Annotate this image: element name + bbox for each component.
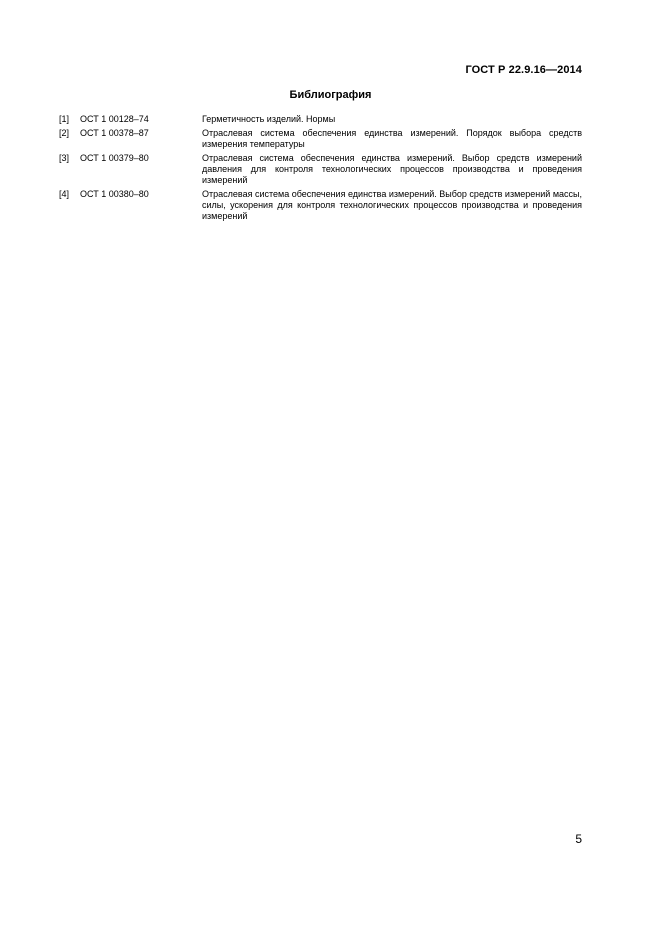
bibliography-title: Библиография [289, 89, 372, 101]
page-number: 5 [575, 832, 582, 846]
entry-description: Отраслевая система обеспечения единства измерений. Порядок выбора средств измерения температуры [202, 128, 582, 149]
entry-number: [2] [59, 128, 70, 138]
document-code: ГОСТ Р 22.9.16—2014 [465, 64, 582, 76]
entry-number: [3] [59, 153, 70, 163]
entry-number: [1] [59, 114, 70, 124]
bibliography-entry [59, 189, 582, 222]
bibliography-entry [59, 128, 582, 150]
entry-number: [4] [59, 189, 70, 199]
bibliography-entry [59, 114, 582, 125]
entry-description: Отраслевая система обеспечения единства измерений. Выбор средств измерений давления для контроля технологических процессов производства и проведения измерений [202, 153, 582, 185]
entry-standard-code: ОСТ 1 00378–87 [80, 128, 149, 138]
entry-standard-code: ОСТ 1 00128–74 [80, 114, 149, 124]
entry-standard-code: ОСТ 1 00380–80 [80, 189, 149, 199]
bibliography-list [59, 114, 582, 225]
entry-description: Отраслевая система обеспечения единства измерений. Выбор средств измерений массы, силы, ускорения для контроля технологических процессов производства и проведения измерений [202, 189, 582, 221]
entry-description: Герметичность изделий. Нормы [202, 114, 336, 124]
entry-standard-code: ОСТ 1 00379–80 [80, 153, 149, 163]
bibliography-entry [59, 153, 582, 186]
